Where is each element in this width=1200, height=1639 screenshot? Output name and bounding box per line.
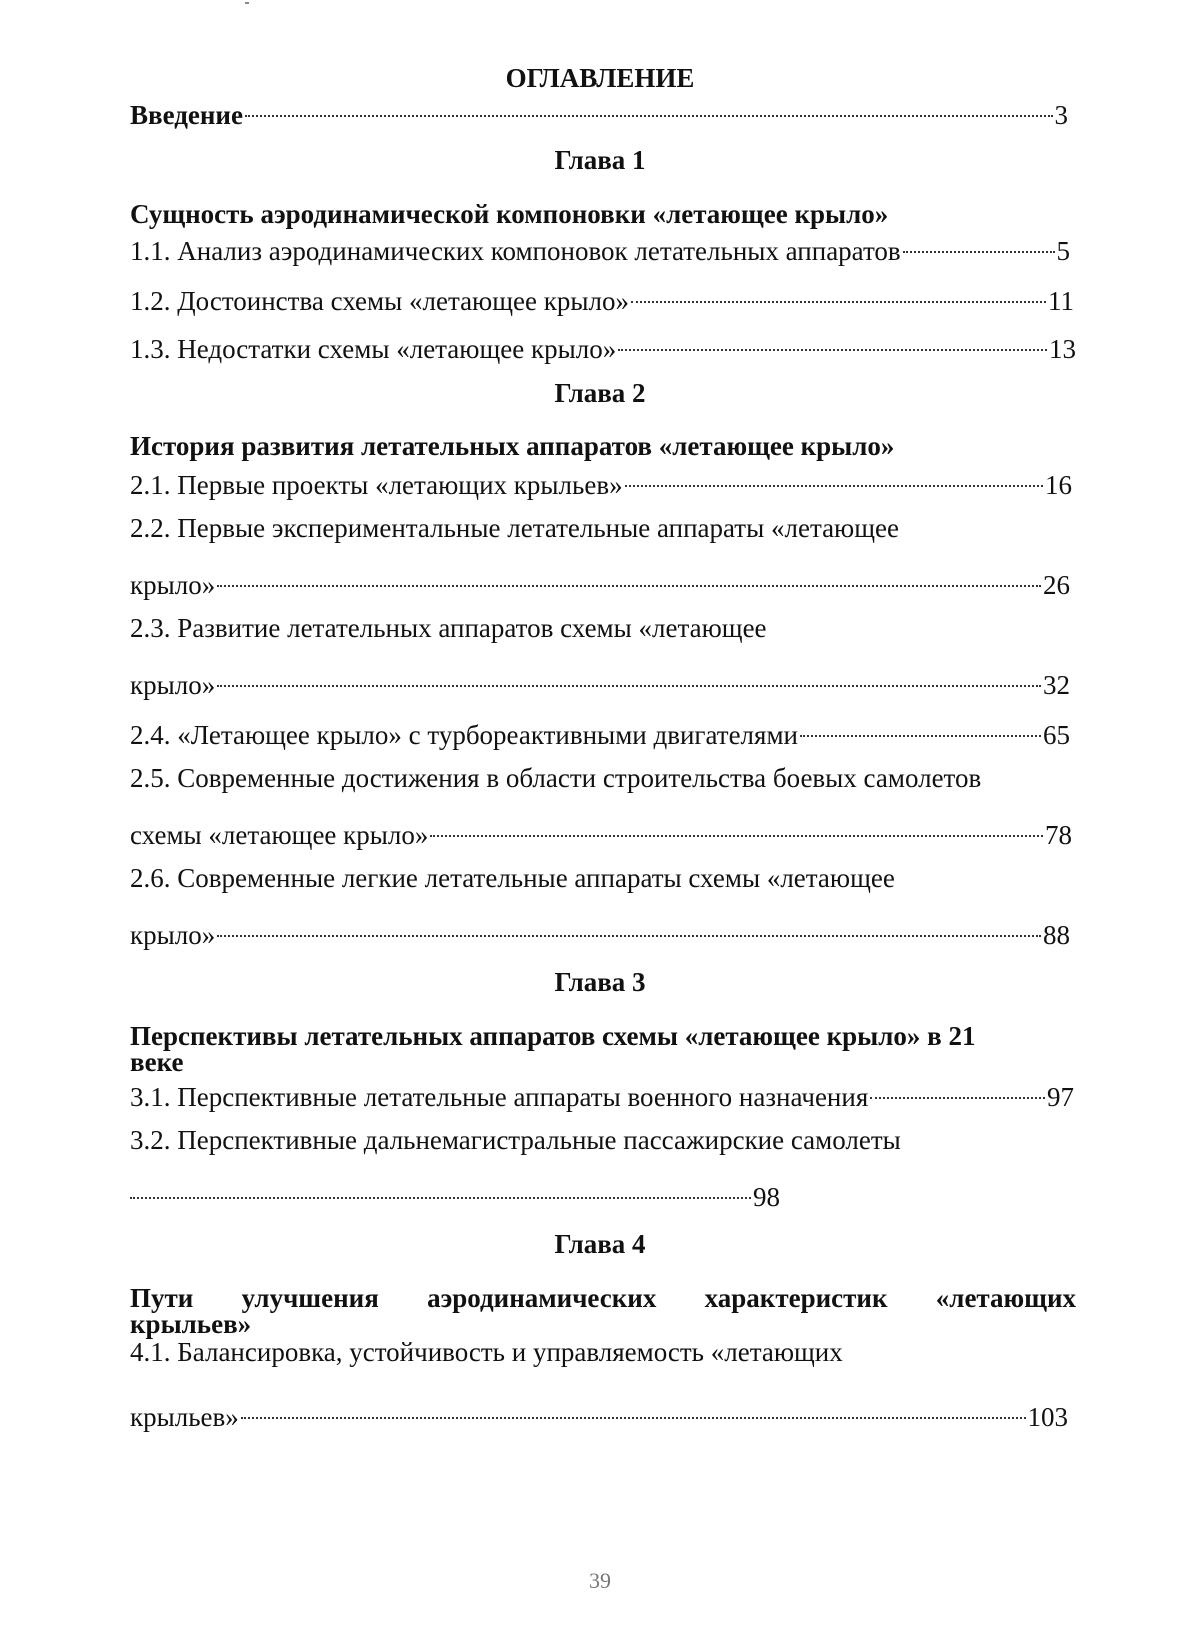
chapter-heading: Глава 3 [554, 967, 646, 997]
toc-entry [130, 912, 1070, 951]
toc-entry-label: 2.2. Первые экспериментальные летательные аппараты «летающее [130, 513, 899, 543]
toc-entry-page: 65 [1043, 720, 1070, 750]
dot-leader [241, 1394, 1026, 1426]
toc-entry [130, 278, 1074, 317]
toc-entry-label-cont: крыло» [130, 920, 216, 950]
toc-entry-label: 3.2. Перспективные дальнемагистральные пассажирские самолеты [130, 1125, 901, 1155]
toc-entry-page: 3 [1054, 100, 1068, 130]
toc-entry-label: 2.3. Развитие летательных аппаратов схемы «летающее [130, 613, 767, 643]
toc-entry-page: 78 [1045, 820, 1072, 850]
toc-entry-label: 2.1. Первые проекты «летающих крыльев» [130, 470, 623, 500]
chapter-heading: Глава 4 [554, 1229, 646, 1259]
toc-entry-label: 1.2. Достоинства схемы «летающее крыло» [130, 286, 629, 316]
toc-entry-label: 4.1. Балансировка, устойчивость и управляемость «летающих [130, 1337, 843, 1367]
toc-entry-page: 16 [1045, 470, 1072, 500]
dot-leader [217, 912, 1041, 944]
toc-entry-label: 1.1. Анализ аэродинамических компоновок летательных аппаратов [130, 236, 901, 266]
toc-entry-page: 5 [1056, 236, 1070, 266]
chapter-heading: Глава 1 [554, 145, 646, 175]
dot-leader [618, 326, 1047, 358]
chapter-title: История развития летательных аппаратов «летающее крыло» [130, 431, 895, 461]
chapter-heading: Глава 2 [554, 378, 646, 408]
toc-entry [130, 1174, 780, 1213]
toc-entry-label-cont: крыло» [130, 670, 216, 700]
toc-entry-label: 3.1. Перспективные летательные аппараты военного назначения [130, 1082, 869, 1112]
toc-entry-page: 97 [1047, 1082, 1074, 1112]
toc-entry-label-cont: схемы «летающее крыло» [130, 820, 429, 850]
toc-entry-page: 32 [1043, 670, 1070, 700]
chapter-title: Перспективы летательных аппаратов схемы «летающее крыло» в 21 [130, 1021, 976, 1051]
toc-entry-label: 2.5. Современные достижения в области строительства боевых самолетов [130, 763, 982, 793]
toc-entry [130, 812, 1072, 851]
dot-leader [217, 662, 1041, 694]
chapter-title: Сущность аэродинамической компоновки «летающее крыло» [130, 199, 889, 229]
dot-leader [903, 228, 1055, 260]
dot-leader [800, 712, 1041, 744]
dot-leader [631, 278, 1046, 310]
toc-entry [130, 1394, 1068, 1433]
toc-entry [130, 712, 1070, 751]
toc-entry [130, 562, 1070, 601]
chapter-title-cont: крыльев» [130, 1309, 252, 1339]
toc-entry [130, 662, 1070, 701]
toc-entry-label: Введение [130, 100, 243, 130]
dot-leader [625, 462, 1043, 494]
toc-entry-label: 2.6. Современные легкие летательные аппараты схемы «летающее [130, 863, 895, 893]
toc-entry-intro [130, 92, 1068, 131]
toc-entry-page: 88 [1043, 920, 1070, 950]
toc-entry [130, 326, 1076, 365]
toc-entry-page: 103 [1027, 1402, 1068, 1432]
toc-entry-page: 26 [1043, 570, 1070, 600]
dot-leader [245, 92, 1053, 124]
toc-entry-page: 11 [1048, 286, 1074, 316]
dot-leader [870, 1074, 1045, 1106]
toc-title: ОГЛАВЛЕНИЕ [505, 63, 695, 93]
toc-entry [130, 462, 1072, 501]
toc-entry-label-cont: крыльев» [130, 1402, 239, 1432]
toc-entry-page: 13 [1049, 334, 1076, 364]
chapter-title-cont: веке [130, 1047, 184, 1077]
chapter-title: Пути улучшения аэродинамических характеристик «летающих [130, 1283, 1076, 1313]
toc-entry [130, 228, 1070, 267]
scan-speck [245, 2, 249, 4]
toc-entry [130, 1074, 1074, 1113]
dot-leader [430, 812, 1043, 844]
page-number: 39 [589, 1568, 611, 1593]
toc-entry-label: 2.4. «Летающее крыло» с турбореактивными двигателями [130, 720, 798, 750]
toc-entry-page: 98 [753, 1182, 780, 1212]
toc-entry-label: 1.3. Недостатки схемы «летающее крыло» [130, 334, 617, 364]
toc-entry-label-cont: крыло» [130, 570, 216, 600]
dot-leader [217, 562, 1041, 594]
dot-leader [130, 1174, 751, 1206]
